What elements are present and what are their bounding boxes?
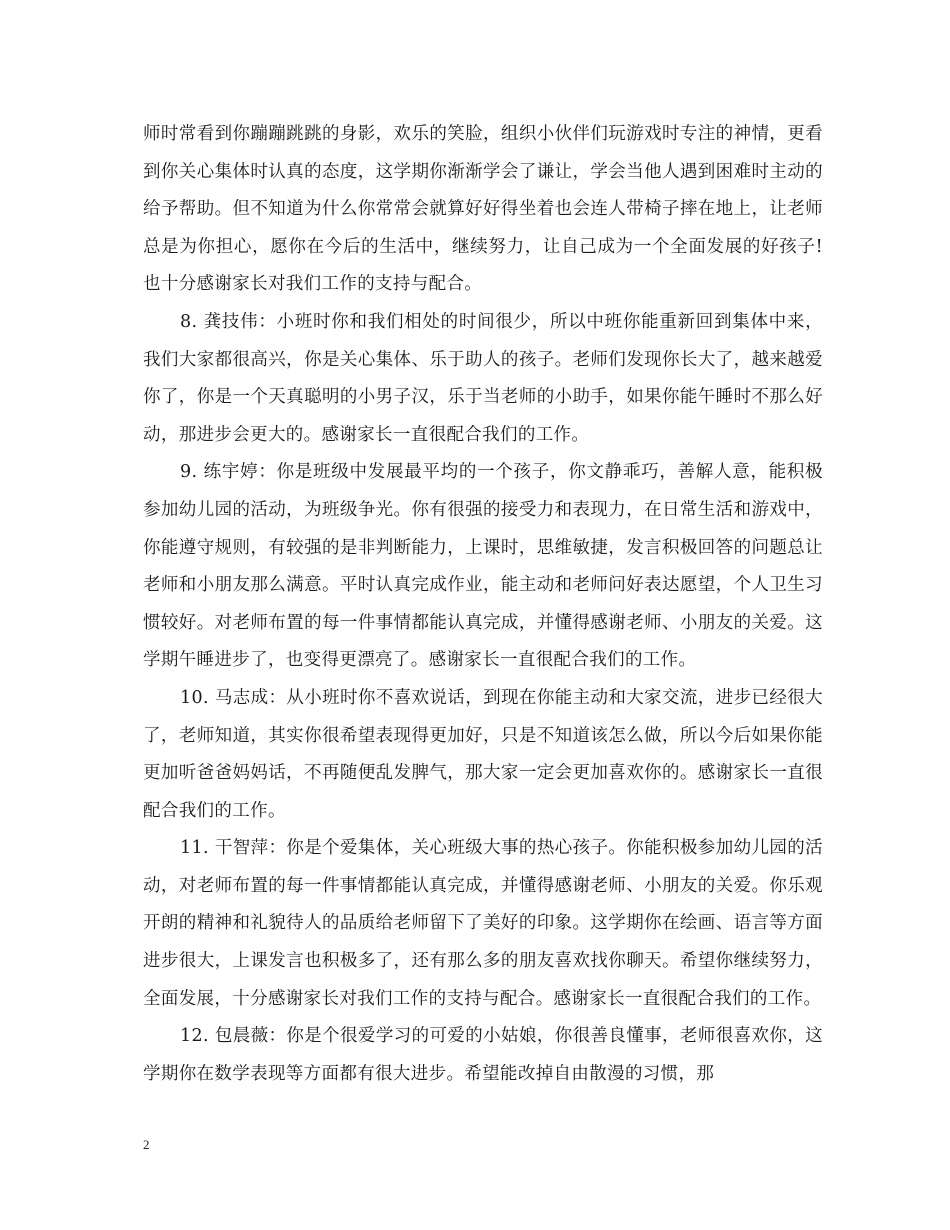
paragraph-item-10: 10. 马志成：从小班时你不喜欢说话，到现在你能主动和大家交流，进步已经很大了，老师知道，其实你很希望表现得更加好，只是不知道该怎么做，所以今后如果你能更加听爸爸妈妈话，不再随便乱发脾气，那大家一定会更加喜欢你的。感谢家长一直很配合我们的工作。 [143, 687, 823, 821]
paragraph-item-11: 11. 干智萍：你是个爱集体，关心班级大事的热心孩子。你能积极参加幼儿园的活动，对老师布置的每一件事情都能认真完成，并懂得感谢老师、小朋友的关爱。你乐观开朗的精神和礼貌待人的品质给老师留下了美好的印象。这学期你在绘画、语言等方面进步很大，上课发言也积极多了，还有那么多的朋友喜欢找你聊天。希望你继续努力，全面发展，十分感谢家长对我们工作的支持与配合。感谢家长一直很配合我们的工作。 [143, 838, 823, 1009]
paragraph-item-8: 8. 龚技伟：小班时你和我们相处的时间很少，所以中班你能重新回到集体中来，我们大家都很高兴，你是关心集体、乐于助人的孩子。老师们发现你长大了，越来越爱你了，你是一个天真聪明的小男子汉，乐于当老师的小助手，如果你能午睡时不那么好动，那进步会更大的。感谢家长一直很配合我们的工作。 [143, 311, 823, 445]
paragraph-item-9: 9. 练宇婷：你是班级中发展最平均的一个孩子，你文静乖巧，善解人意，能积极参加幼儿园的活动，为班级争光。你有很强的接受力和表现力，在日常生活和游戏中，你能遵守规则，有较强的是非判断能力，上课时，思维敏捷，发言积极回答的问题总让老师和小朋友那么满意。平时认真完成作业，能主动和老师问好表达愿望，个人卫生习惯较好。对老师布置的每一件事情都能认真完成，并懂得感谢老师、小朋友的关爱。这学期午睡进步了，也变得更漂亮了。感谢家长一直很配合我们的工作。 [143, 462, 823, 671]
paragraph-item-12: 12. 包晨薇：你是个很爱学习的可爱的小姑娘，你很善良懂事，老师很喜欢你，这学期你在数学表现等方面都有很大进步。希望能改掉自由散漫的习惯，那 [143, 1026, 823, 1084]
paragraph-continued: 师时常看到你蹦蹦跳跳的身影，欢乐的笑脸，组织小伙伴们玩游戏时专注的神情，更看到你关心集体时认真的态度，这学期你渐渐学会了谦让，学会当他人遇到困难时主动的给予帮助。但不知道为什么你常常会就算好好得坐着也会连人带椅子摔在地上，让老师总是为你担心，愿你在今后的生活中，继续努力，让自己成为一个全面发展的好孩子!也十分感谢家长对我们工作的支持与配合。 [143, 124, 823, 295]
document-body [143, 116, 823, 1093]
page-number: 2 [143, 1137, 150, 1152]
